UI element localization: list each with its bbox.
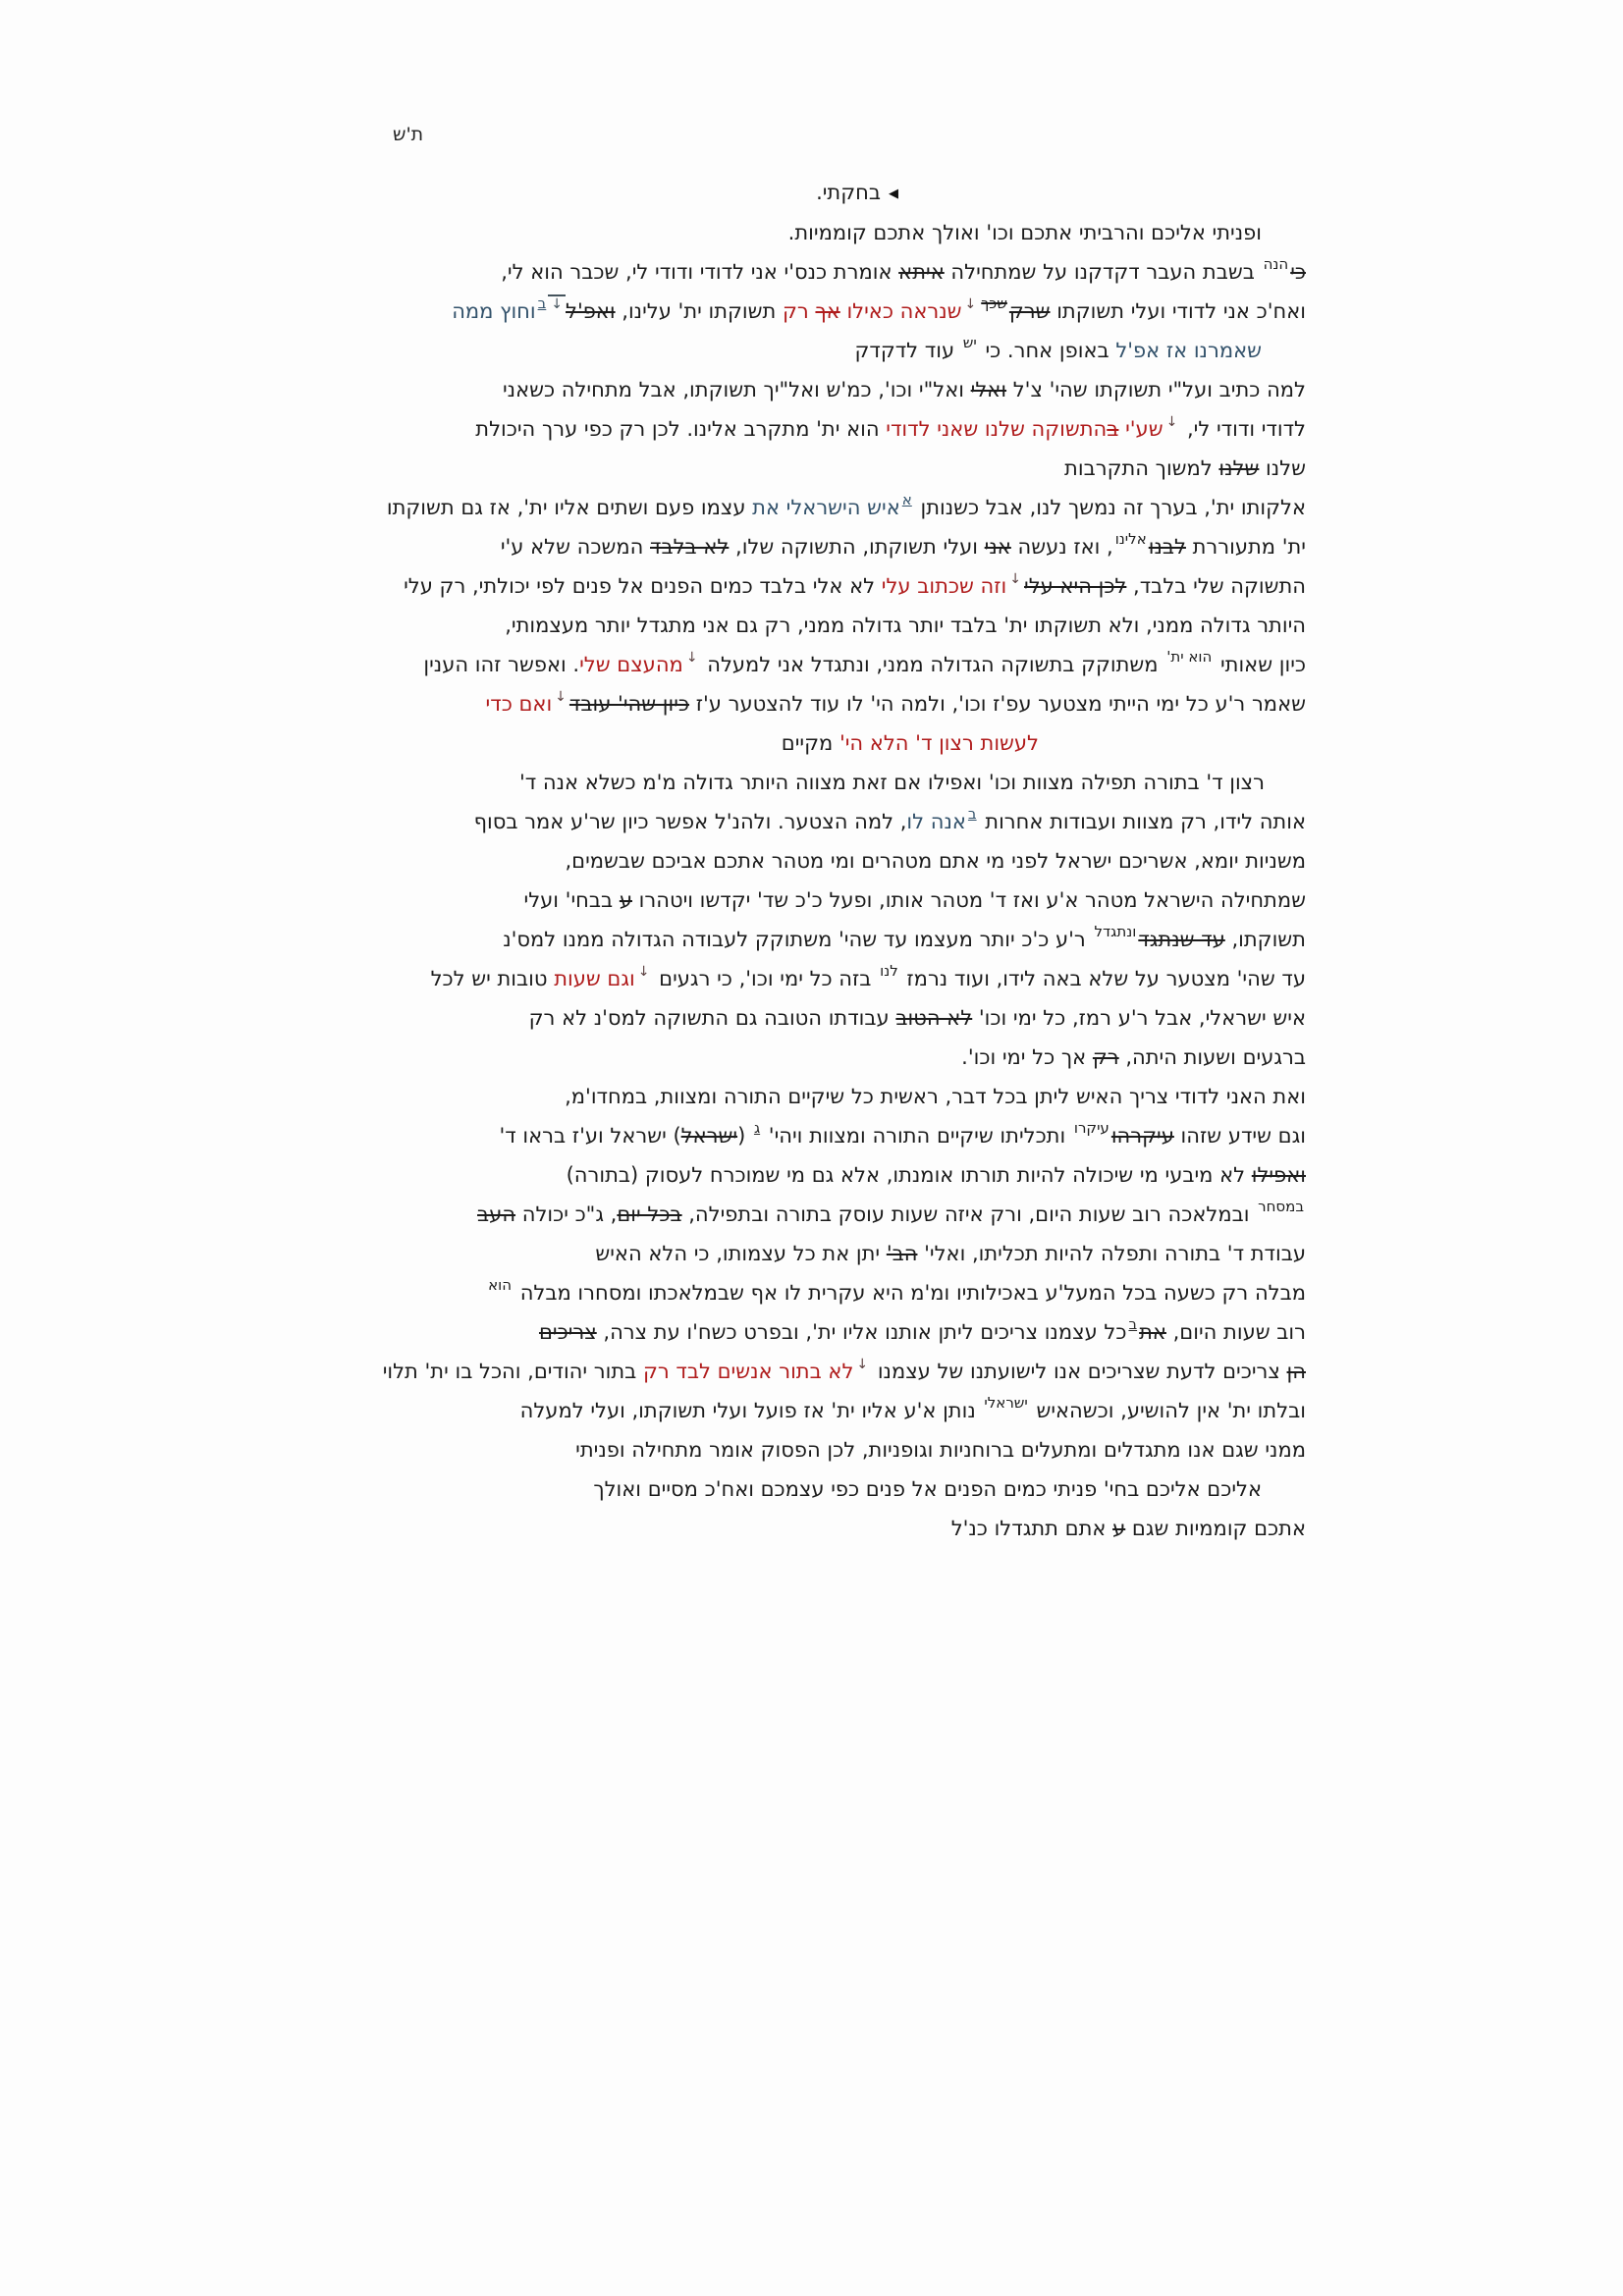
superscript-strikethrough: שכך [981,294,1007,312]
text-segment: שאמר ר'ע כל ימי הייתי מצטער עפ'ז וכו', ולמה הי' לו עוד להצטער ע'ז [689,692,1306,716]
text-line [265,645,1306,684]
text-segment: עצמו פעם ושתים אליו ית', אז גם תשוקתו [386,496,753,519]
text-segment: ובלתו ית' אין להושיע, וכשהאיש [1029,1399,1306,1422]
text-segment: כל עצמנו צריכים ליתן אותנו אליו ית', ובפרט כשח'ו עת צרה, [596,1320,1127,1344]
footnote-letter: ג [753,1119,761,1137]
text-line [265,1430,1306,1469]
footnote-letter-blue: ב [537,294,547,312]
text-segment: לא מיבעי מי שיכולה להיות תורתו אומנתו, אלא גם מי שמוכרח לעסוק (בתורה) [566,1163,1252,1187]
text-segment: נותן א'ע אליו ית' אז פועל ועלי תשוקתו, ועלי למעלה [519,1399,983,1422]
strikethrough-segment: הב' [886,1242,918,1265]
red-ink-insertion: מהעצם שלי [579,653,683,676]
text-line [265,488,1306,527]
blue-ink-insertion: וחוץ ממה [452,299,536,323]
strikethrough-segment: לכן היא עלי [1024,574,1127,598]
text-segment: ואת האני לדודי צריך האיש ליתן בכל דבר, ראשית כל שיקיים התורה ומצוות, במחדו'מ, [565,1085,1306,1108]
text-segment: לא אלי בלבד כמים הפנים אל פנים לפי יכולתי, רק עלי [404,574,882,598]
text-segment: בבחי' ועלי [523,888,620,912]
red-ink-insertion: התשוקה שלנו שאני לדודי [886,417,1108,441]
strikethrough-segment: כי [1290,260,1306,284]
strikethrough-segment: רק [1092,1045,1119,1069]
text-segment: בזה כל ימי וכו', כי רגעים [652,967,879,990]
text-segment: רוב שעות היום, [1165,1320,1306,1344]
text-line [265,881,1306,920]
text-line [265,331,1262,370]
text-line [265,1116,1306,1155]
strikethrough-segment: עיקרהו [1110,1124,1174,1148]
text-segment: עבודת ד' בתורה ותפלה להיות תכליתו, ואלי' [917,1242,1306,1265]
text-line [265,1312,1306,1352]
text-segment: ואל"י וכו', כמ'ש ואל"יך תשוקתו, אבל מתחילה כשאני [502,378,971,401]
superscript-insertion: הוא [488,1276,513,1294]
text-segment: למשוך התקרבות [1064,456,1219,480]
red-ink-strikethrough: אך [815,299,840,323]
text-segment: , ואז נעשה [1010,535,1113,559]
text-segment: בתור יהודים, והכל בו ית' תלוי [382,1360,643,1383]
footnote-letter: ב [1128,1315,1138,1333]
text-line [265,1038,1306,1077]
text-line [265,802,1306,841]
text-segment: אומרת כנס'י אני לדודי ודודי לי, שכבר הוא לי, [501,260,899,284]
text-line [265,723,1039,763]
superscript-insertion: ישראלי [984,1394,1028,1412]
text-segment: ברגעים ושעות היתה, [1118,1045,1306,1069]
blue-ink-insertion: איש הישראלי את [752,496,900,519]
strikethrough-segment: ע [619,888,632,912]
text-segment: , למה הצטער. ולהנ'ל אפשר כיון שר'ע אמר בסוף [473,810,907,833]
text-segment: ( [737,1124,752,1148]
red-ink-insertion: רק [783,299,816,323]
text-line [265,1273,1306,1312]
text-segment: עבודתו הטובה גם התשוקה למס'נ לא רק [528,1006,896,1030]
text-segment: וגם שידע שזהו [1173,1124,1306,1148]
strikethrough-segment: ע [1112,1517,1126,1540]
text-segment: מקיים [781,731,839,755]
insertion-caret-icon: ↓ [1009,571,1022,587]
strikethrough-segment: לבנו [1148,535,1186,559]
strikethrough-segment: לא בלבד [650,535,730,559]
strikethrough-segment: לא הטוב [895,1006,973,1030]
text-segment: באופן אחר. כי [978,339,1116,362]
text-segment: יתן את כל עצמותו, כי הלא האיש [595,1242,887,1265]
insertion-caret-icon: ↓ [685,650,698,666]
text-segment: ותכליתו שיקיים התורה ומצוות ויהי' [762,1124,1072,1148]
insertion-caret-icon: ↓ [555,689,567,705]
superscript-insertion: יש [962,334,977,351]
red-ink-insertion: וגם שעות [554,967,635,990]
blue-ink-insertion: שאמרנו אז אפ'ל [1115,339,1262,362]
text-line [265,566,1306,606]
strikethrough-segment: כיון שהי' עובד [568,692,690,716]
strikethrough-segment: ואפילו [1251,1163,1306,1187]
superscript-insertion: הוא ית' [1166,648,1213,666]
text-segment: ופניתי אליכם והרביתי אתכם וכו' ואולך אתכם קוממיות. [787,221,1262,244]
text-segment: עד שהי' מצטער על שלא באה לידו, ועוד נרמז [899,967,1306,990]
insertion-caret-bar-icon: ↓ [548,294,566,312]
text-line [265,763,1265,802]
text-line [265,1352,1306,1391]
blue-ink-insertion: אנה לו [906,810,966,833]
text-line [265,684,1306,723]
document-body [265,213,1306,1548]
superscript-insertion: במסחר [1258,1198,1304,1215]
text-line [265,292,1306,331]
insertion-caret-icon: ↓ [964,296,977,312]
text-line [265,1077,1306,1116]
text-segment: ) ישראל וע'ז בראו ד' [499,1124,681,1148]
page-header-year: ת'ש [393,124,424,145]
insertion-caret-icon: ↓ [1165,414,1178,430]
text-line [265,409,1306,449]
text-line [265,1509,1306,1548]
footnote-letter-blue: א [901,491,912,508]
section-title: בחקתי. [816,181,881,204]
text-segment: טובות יש לכל [430,967,555,990]
text-segment: ית' מתעוררת [1185,535,1306,559]
strikethrough-segment: ישראל [680,1124,738,1148]
text-segment: ובמלאכה רוב שעות היום, ורק איזה שעות עוסק בתורה ובתפילה, [681,1202,1257,1226]
text-line [265,1155,1306,1195]
text-segment: שלנו [1259,456,1306,480]
text-line [265,1469,1262,1509]
red-ink-insertion: לעשות רצון ד' הלא הי' [839,731,1039,755]
red-ink-insertion: וזה שכתוב עלי [881,574,1007,598]
text-segment: אך כל ימי וכו'. [961,1045,1093,1069]
superscript-insertion: אלינו [1114,530,1147,548]
text-segment: היותר גדולה ממני, ולא תשוקתו ית' בלבד יותר גדולה ממני, רק גם אני מתגדל יותר מעצמותי, [505,614,1306,637]
text-line [265,1195,1306,1234]
text-segment: המשכה שלא ע'י [500,535,650,559]
superscript-insertion: לנו [880,962,898,980]
text-line [265,252,1306,292]
text-segment: אתם תתגדלו כנ'ל [950,1517,1113,1540]
text-line [265,998,1306,1038]
section-marker-triangle-icon: ◀ [889,187,898,201]
footnote-letter-blue: ב [967,805,977,823]
section-title-row [265,173,898,212]
superscript-insertion: ונתגדל [1094,923,1137,940]
text-segment: . ואפשר זהו הענין [423,653,580,676]
text-segment: משתוקק בתשוקה הגדולה ממני, ונתגדל אני למעלה [700,653,1165,676]
text-line [265,920,1306,959]
text-segment: ואח'כ אני לדודי ועלי תשוקתו [1050,299,1306,323]
strikethrough-segment: העב [477,1202,516,1226]
strikethrough-segment: ואלי [970,378,1007,401]
strikethrough-segment: צריכים [538,1320,597,1344]
text-segment: תשוקתו ית' עלינו, [615,299,783,323]
text-line [265,527,1306,566]
text-segment: הוא ית' מתקרב אלינו. לכן רק כפי ערך היכולת [475,417,887,441]
text-segment: אלקותו ית', בערך זה נמשך לנו, אבל כשנותן [913,496,1306,519]
superscript-insertion: הנה [1263,255,1289,273]
text-segment: ר'ע כ'כ יותר מעצמו עד שהי' משתוקק לעבודה הגדולה ממנו למס'נ [503,928,1093,951]
strikethrough-segment: את [1139,1320,1166,1344]
text-line [265,606,1306,645]
text-segment: מבלה רק כשעה בכל המעל'ע באכילותיו ומ'מ היא עקרית לו אף שבמלאכתו ומסחרו מבלה [514,1281,1306,1305]
text-segment: משניות יומא, אשריכם ישראל לפני מי אתם מטהרים ומי מטהר אתכם אביכם שבשמים, [565,849,1306,873]
text-segment: , ג"כ יכולה [515,1202,618,1226]
text-line [265,370,1306,409]
text-segment: אתכם קוממיות שגם [1125,1517,1306,1540]
text-line [265,959,1306,998]
strikethrough-segment: ואפ'ל [566,299,616,323]
text-segment: רצון ד' בתורה תפילה מצוות וכו' ואפילו אם זאת מצווה היותר גדולה מ'מ כשלא אנה ד' [518,771,1265,794]
strikethrough-segment: עד שנתגד [1138,928,1225,951]
text-segment: לדודי ודודי לי, [1180,417,1306,441]
text-line [265,449,1306,488]
text-line [265,1391,1306,1430]
strikethrough-segment: בכל יום [617,1202,682,1226]
text-line [265,213,1262,252]
text-segment: אותה לידו, רק מצוות ועבודות אחרות [978,810,1306,833]
text-segment: ועלי תשוקתו, התשוקה שלו, [729,535,985,559]
text-segment: תשוקתו, [1224,928,1306,951]
text-segment: בשבת העבר דקדקנו על שמתחילה [944,260,1262,284]
red-ink-insertion: לא בתור אנשים לבד רק [642,1360,854,1383]
text-segment: צריכים לדעת שצריכים אנו לישועתנו של עצמנו [871,1360,1287,1383]
text-segment: כיון שאותי [1214,653,1306,676]
text-segment: אליכם אליכם בחי' פניתי כמים הפנים אל פנים כפי עצמכם ואח'כ מסיים ואולך [593,1477,1262,1501]
text-segment: התשוקה שלי בלבד, [1126,574,1306,598]
document-text-block [265,173,1306,1548]
strikethrough-segment: שלנו [1218,456,1260,480]
strikethrough-segment: שרק [1008,299,1051,323]
text-segment: עוד לדקדק [854,339,961,362]
red-ink-insertion: שנראה כאילו [839,299,962,323]
red-ink-strikethrough: ב [1107,417,1119,441]
text-segment: ממני שגם אנו מתגדלים ומתעלים ברוחניות וגופניות, לכן הפסוק אומר מתחילה ופניתי [575,1438,1306,1462]
red-ink-insertion: שע'י [1118,417,1163,441]
superscript-insertion: עיקרו [1073,1119,1109,1137]
text-segment: למה כתיב ועל"י תשוקתו שהי' צ'ל [1006,378,1306,401]
text-segment: איש ישראלי, אבל ר'ע רמז, כל ימי וכו' [972,1006,1306,1030]
text-segment: שמתחילה הישראל מטהר א'ע ואז ד' מטהר אותו, ופעל כ'כ שד' יקדשו ויטהרו [631,888,1306,912]
strikethrough-segment: איתא [898,260,945,284]
red-ink-insertion: ואם כדי [485,692,553,716]
strikethrough-segment: אני [984,535,1011,559]
text-line [265,1234,1306,1273]
strikethrough-segment: הן [1286,1360,1306,1383]
insertion-caret-icon: ↓ [637,964,650,980]
insertion-caret-icon: ↓ [856,1357,869,1372]
text-line [265,841,1306,881]
